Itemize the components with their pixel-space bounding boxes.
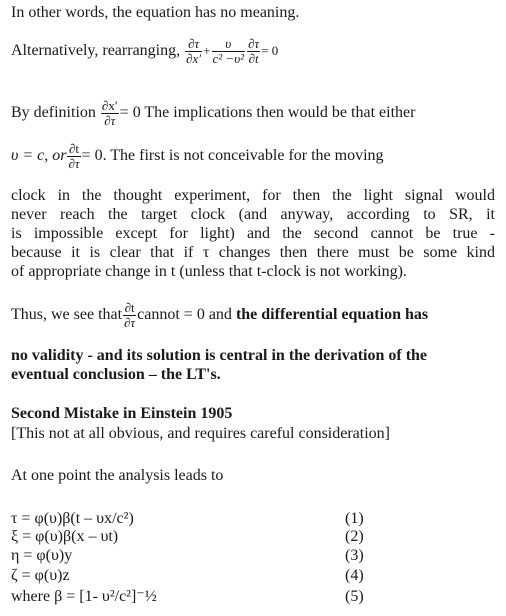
- text-line: In other words, the equation has no meaning.: [11, 4, 300, 21]
- paragraph-line: is impossible except for light) and the second cannot be true -: [11, 225, 495, 242]
- section-heading: Second Mistake in Einstein 1905: [11, 405, 233, 422]
- fraction: [212, 37, 246, 66]
- equation-number: (2): [345, 528, 364, 545]
- equation: τ = φ(υ)β(t – υx/c²): [11, 510, 134, 527]
- text-segment: Thus, we see that: [11, 306, 123, 324]
- plus-sign: +: [203, 43, 211, 59]
- intro-line: At one point the analysis leads to: [11, 467, 224, 484]
- paragraph-line: clock in the thought experiment, for then the light signal would: [11, 187, 495, 204]
- text-segment: By definition: [11, 104, 96, 122]
- rearranging-line: [11, 37, 278, 66]
- paragraph-line: because it is clear that if τ changes then there must be some kind: [11, 244, 495, 261]
- denominator: ∂τ: [68, 156, 80, 171]
- implication-line: [11, 142, 384, 171]
- numerator: ∂t: [124, 300, 135, 315]
- equation: where β = [1- υ²/c²]⁻½: [11, 588, 157, 605]
- equation-number: (5): [345, 588, 364, 605]
- bold-line: eventual conclusion – the LT's.: [11, 366, 221, 383]
- denominator: ∂t: [248, 51, 259, 66]
- text-segment: = 0. The first is not conceivable for the moving: [81, 147, 384, 165]
- fraction: [185, 37, 202, 66]
- numerator: υ: [212, 37, 246, 52]
- numerator: ∂x′: [101, 98, 118, 113]
- equation-number: (3): [345, 547, 364, 564]
- text-segment: Alternatively, rearranging,: [11, 42, 181, 60]
- denominator: ∂τ: [124, 315, 136, 330]
- fraction: [247, 37, 260, 66]
- conclusion-line: [11, 301, 428, 330]
- equals-zero: = 0: [261, 43, 279, 59]
- text-segment: υ = c, or: [11, 147, 67, 165]
- bold-line: no validity - and its solution is central in the derivation of the: [11, 347, 428, 364]
- equation: η = φ(υ)y: [11, 547, 73, 564]
- equation-number: (4): [345, 567, 364, 584]
- fraction: [123, 301, 136, 330]
- numerator: ∂t: [68, 141, 80, 156]
- equation-number: (1): [345, 510, 364, 527]
- definition-line: [11, 99, 415, 128]
- bracket-note: [This not at all obvious, and requires careful consideration]: [11, 425, 390, 442]
- fraction: [101, 99, 119, 128]
- bold-text: the differential equation has: [235, 306, 429, 324]
- denominator: ∂x′: [186, 51, 202, 66]
- text-segment: = 0 The implications then would be that either: [119, 104, 416, 122]
- equation: ξ = φ(υ)β(x – υt): [11, 528, 119, 545]
- fraction: [67, 142, 80, 171]
- text-segment: cannot = 0 and: [137, 306, 232, 324]
- paragraph-line: never reach the target clock (and anyway, according to SR, it: [11, 206, 495, 223]
- equation: ζ = φ(υ)z: [11, 567, 70, 584]
- numerator: ∂τ: [248, 36, 260, 51]
- denominator: c² −υ²: [212, 51, 245, 66]
- numerator: ∂τ: [185, 37, 202, 52]
- paragraph-line: of appropriate change in t (unless that t-clock is not working).: [11, 263, 407, 280]
- denominator: ∂τ: [104, 113, 116, 128]
